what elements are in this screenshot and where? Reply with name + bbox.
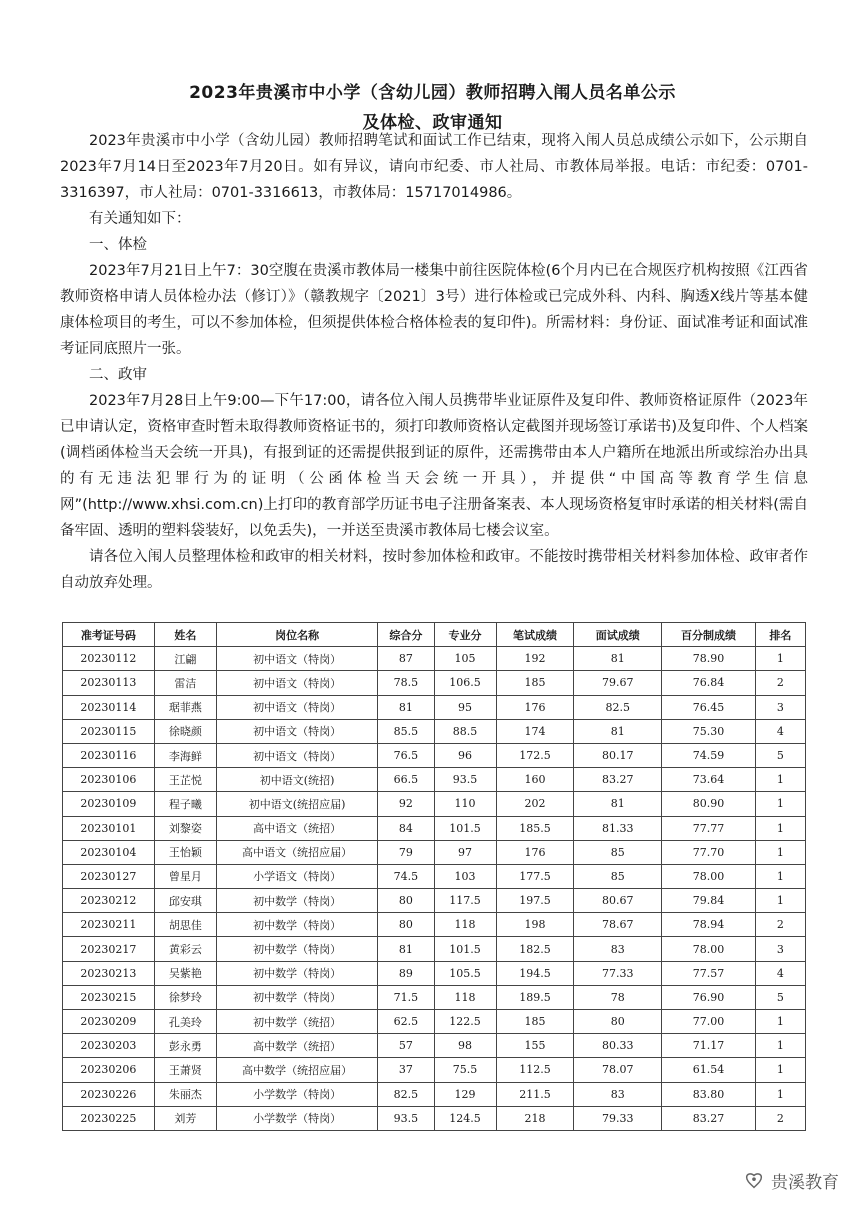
wechat-channel-icon [743,1170,765,1192]
table-cell: 初中语文（特岗） [216,671,377,695]
table-row [63,816,806,840]
table-row [63,647,806,671]
table-cell: 110 [434,792,496,816]
table-cell: 20230211 [63,913,155,937]
table-cell: 1 [755,889,805,913]
table-cell: 20230212 [63,889,155,913]
table-cell: 邱安琪 [154,889,216,913]
table-cell: 77.33 [574,961,662,985]
notice-paragraph: 有关通知如下： [89,211,191,227]
table-cell: 79.84 [662,889,756,913]
table-cell: 80.17 [574,743,662,767]
table-cell: 88.5 [434,719,496,743]
table-row [63,695,806,719]
table-cell: 185 [496,1010,574,1034]
table-cell: 高中语文（统招应届） [216,840,377,864]
table-cell: 112.5 [496,1058,574,1082]
table-cell: 62.5 [378,1010,434,1034]
results-table [62,622,806,1131]
table-cell: 80.33 [574,1034,662,1058]
table-cell: 101.5 [434,937,496,961]
table-header-row [63,623,806,647]
table-cell: 初中语文（特岗） [216,743,377,767]
table-cell: 1 [755,1010,805,1034]
column-header: 专业分 [434,623,496,647]
table-cell: 84 [378,816,434,840]
table-cell: 78.00 [662,864,756,888]
table-cell: 117.5 [434,889,496,913]
table-row [63,1106,806,1130]
table-cell: 118 [434,913,496,937]
table-cell: 197.5 [496,889,574,913]
table-row [63,1010,806,1034]
table-cell: 155 [496,1034,574,1058]
table-cell: 77.57 [662,961,756,985]
table-row [63,1034,806,1058]
table-cell: 小学语文（特岗） [216,864,377,888]
table-cell: 孔美玲 [154,1010,216,1034]
table-cell: 程子曦 [154,792,216,816]
table-cell: 93.5 [434,768,496,792]
table-cell: 20230115 [63,719,155,743]
table-cell: 37 [378,1058,434,1082]
notice-paragraph: 2023年7月21日上午7：30空腹在贵溪市教体局一楼集中前往医院体检(6个月内已在合规医疗机构按照《江西省教师资格申请人员体检办法（修订）》（赣教规字〔2021〕3号）进行体检或已完成外科、内科、胸透X线片等基本健康体检项目的考生，可以不参加体检，但须提供体检合格体检表的复印件)。所需材料：身份证、面试准考证和面试准考证同底照片一张。 [60,263,808,357]
table-cell: 83.27 [574,768,662,792]
table-cell: 79.33 [574,1106,662,1130]
table-cell: 218 [496,1106,574,1130]
table-cell: 78.94 [662,913,756,937]
table-cell: 初中语文（特岗） [216,647,377,671]
table-cell: 80 [378,889,434,913]
table-cell: 初中语文（特岗） [216,695,377,719]
table-cell: 97 [434,840,496,864]
notice-paragraph: 请各位入闱人员整理体检和政审的相关材料，按时参加体检和政审。不能按时携带相关材料参加体检、政审者作自动放弃处理。 [60,549,808,591]
table-cell: 王萧贤 [154,1058,216,1082]
table-cell: 朱丽杰 [154,1082,216,1106]
table-cell: 61.54 [662,1058,756,1082]
table-cell: 初中数学（特岗） [216,913,377,937]
table-cell: 徐晓颜 [154,719,216,743]
document-subtitle: 及体检、政审通知 [362,113,503,133]
table-cell: 76.84 [662,671,756,695]
table-cell: 刘芳 [154,1106,216,1130]
source-watermark [743,1168,839,1193]
column-header: 姓名 [154,623,216,647]
table-cell: 20230116 [63,743,155,767]
table-cell: 83 [574,1082,662,1106]
table-cell: 4 [755,961,805,985]
table-cell: 20230106 [63,768,155,792]
table-row [63,792,806,816]
table-cell: 83.27 [662,1106,756,1130]
table-cell: 1 [755,816,805,840]
table-cell: 2 [755,671,805,695]
table-cell: 1 [755,840,805,864]
table-cell: 78 [574,985,662,1009]
table-cell: 20230127 [63,864,155,888]
table-cell: 71.17 [662,1034,756,1058]
table-cell: 192 [496,647,574,671]
table-cell: 20230213 [63,961,155,985]
table-cell: 20230112 [63,647,155,671]
table-cell: 185.5 [496,816,574,840]
table-cell: 185 [496,671,574,695]
column-header: 面试成绩 [574,623,662,647]
document-title: 2023年贵溪市中小学（含幼儿园）教师招聘入闱人员名单公示 [189,83,676,103]
table-cell: 85 [574,840,662,864]
table-cell: 1 [755,1082,805,1106]
table-cell: 江翩 [154,647,216,671]
table-cell: 1 [755,1034,805,1058]
table-body [63,647,806,1131]
notice-paragraph: 2023年7月28日上午9:00—下午17:00，请各位入闱人员携带毕业证原件及复印件、教师资格证原件（2023年已申请认定，资格审查时暂未取得教师资格证书的，须打印教师资格认定截图并现场签订承诺书)及复印件、个人档案(调档函体检当天会统一开具)，有报到证的还需提供报到证的原件，还需携带由本人户籍所在地派出所或综治办出具的有无违法犯罪行为的证明（公函体检当天会统一开具），并提供“中国高等教育学生信息网”(http://www.xhsi.com.cn)上打印的教育部学历证书电子注册备案表、本人现场资格复审时承诺的相关材料(需自备牢固、透明的塑料袋装好，以免丢失)，一并送至贵溪市教体局七楼会议室。 [60,393,808,539]
table-cell: 王怡颖 [154,840,216,864]
table-cell: 78.00 [662,937,756,961]
watermark-text: 贵溪教育 [771,1173,839,1193]
table-cell: 66.5 [378,768,434,792]
table-cell: 吴紫艳 [154,961,216,985]
table-cell: 80 [378,913,434,937]
table-cell: 122.5 [434,1010,496,1034]
table-cell: 89 [378,961,434,985]
table-cell: 4 [755,719,805,743]
table-cell: 1 [755,768,805,792]
column-header: 准考证号码 [63,623,155,647]
table-cell: 80.90 [662,792,756,816]
table-cell: 71.5 [378,985,434,1009]
table-cell: 177.5 [496,864,574,888]
table-cell: 83.80 [662,1082,756,1106]
table-row [63,985,806,1009]
table-cell: 93.5 [378,1106,434,1130]
table-row [63,1082,806,1106]
table-cell: 81 [378,695,434,719]
table-cell: 高中数学（统招应届） [216,1058,377,1082]
table-cell: 2 [755,913,805,937]
table-cell: 106.5 [434,671,496,695]
column-header: 岗位名称 [216,623,377,647]
table-cell: 雷洁 [154,671,216,695]
column-header: 排名 [755,623,805,647]
table-cell: 76.5 [378,743,434,767]
table-cell: 黄彩云 [154,937,216,961]
table-row [63,840,806,864]
table-cell: 79 [378,840,434,864]
table-cell: 1 [755,792,805,816]
table-cell: 1 [755,864,805,888]
table-row [63,719,806,743]
table-cell: 76.90 [662,985,756,1009]
table-cell: 20230109 [63,792,155,816]
notice-paragraph: 二、政审 [89,367,147,383]
table-cell: 76.45 [662,695,756,719]
table-cell: 高中数学（统招） [216,1034,377,1058]
table-cell: 20230113 [63,671,155,695]
table-cell: 初中数学（特岗） [216,889,377,913]
table-cell: 124.5 [434,1106,496,1130]
table-cell: 105.5 [434,961,496,985]
table-cell: 20230209 [63,1010,155,1034]
notice-paragraph: 2023年贵溪市中小学（含幼儿园）教师招聘笔试和面试工作已结束，现将入闱人员总成绩公示如下，公示期自2023年7月14日至2023年7月20日。如有异议，请向市纪委、市人社局、市教体局举报。电话：市纪委：0701-3316397，市人社局：0701-3316613，市教体局：15717014986。 [60,133,808,201]
table-row [63,937,806,961]
table-cell: 160 [496,768,574,792]
table-row [63,671,806,695]
table-cell: 77.70 [662,840,756,864]
table-cell: 202 [496,792,574,816]
column-header: 综合分 [378,623,434,647]
table-cell: 172.5 [496,743,574,767]
table-cell: 182.5 [496,937,574,961]
table-cell: 129 [434,1082,496,1106]
table-cell: 176 [496,840,574,864]
table-cell: 96 [434,743,496,767]
notice-paragraph: 一、体检 [89,237,147,253]
table-cell: 初中语文(统招应届) [216,792,377,816]
table-cell: 初中数学（统招） [216,1010,377,1034]
table-cell: 曾星月 [154,864,216,888]
table-cell: 高中语文（统招） [216,816,377,840]
table-cell: 82.5 [378,1082,434,1106]
table-cell: 王芷悦 [154,768,216,792]
table-cell: 琚菲燕 [154,695,216,719]
table-cell: 20230104 [63,840,155,864]
table-cell: 初中数学（特岗） [216,985,377,1009]
table-cell: 211.5 [496,1082,574,1106]
table-cell: 79.67 [574,671,662,695]
table-cell: 81 [378,937,434,961]
table-cell: 80.67 [574,889,662,913]
table-row [63,743,806,767]
table-cell: 5 [755,743,805,767]
table-cell: 78.67 [574,913,662,937]
table-cell: 李海鲜 [154,743,216,767]
table-cell: 81.33 [574,816,662,840]
table-cell: 小学数学（特岗） [216,1082,377,1106]
table-cell: 103 [434,864,496,888]
table-cell: 胡思佳 [154,913,216,937]
table-cell: 74.5 [378,864,434,888]
table-cell: 20230217 [63,937,155,961]
table-cell: 176 [496,695,574,719]
table-cell: 194.5 [496,961,574,985]
table-cell: 78.90 [662,647,756,671]
table-cell: 77.00 [662,1010,756,1034]
table-cell: 75.5 [434,1058,496,1082]
table-cell: 189.5 [496,985,574,1009]
table-cell: 初中语文(统招) [216,768,377,792]
table-cell: 57 [378,1034,434,1058]
table-cell: 81 [574,719,662,743]
table-cell: 2 [755,1106,805,1130]
table-cell: 彭永勇 [154,1034,216,1058]
table-cell: 20230206 [63,1058,155,1082]
table-cell: 174 [496,719,574,743]
table-cell: 80 [574,1010,662,1034]
table-cell: 刘黎姿 [154,816,216,840]
table-cell: 20230101 [63,816,155,840]
table-cell: 20230215 [63,985,155,1009]
table-cell: 小学数学（特岗） [216,1106,377,1130]
table-cell: 75.30 [662,719,756,743]
table-row [63,768,806,792]
table-cell: 81 [574,647,662,671]
table-cell: 85 [574,864,662,888]
table-cell: 20230225 [63,1106,155,1130]
table-cell: 105 [434,647,496,671]
table-cell: 20230226 [63,1082,155,1106]
table-row [63,1058,806,1082]
table-cell: 74.59 [662,743,756,767]
table-cell: 徐梦玲 [154,985,216,1009]
table-row [63,889,806,913]
column-header: 百分制成绩 [662,623,756,647]
table-cell: 81 [574,792,662,816]
table-cell: 118 [434,985,496,1009]
table-row [63,913,806,937]
table-cell: 78.5 [378,671,434,695]
table-cell: 83 [574,937,662,961]
table-cell: 3 [755,937,805,961]
table-cell: 92 [378,792,434,816]
table-cell: 20230203 [63,1034,155,1058]
table-cell: 98 [434,1034,496,1058]
table-cell: 1 [755,1058,805,1082]
table-cell: 82.5 [574,695,662,719]
table-cell: 初中数学（特岗） [216,961,377,985]
table-cell: 101.5 [434,816,496,840]
table-cell: 85.5 [378,719,434,743]
table-row [63,961,806,985]
table-cell: 77.77 [662,816,756,840]
table-cell: 5 [755,985,805,1009]
table-cell: 87 [378,647,434,671]
column-header: 笔试成绩 [496,623,574,647]
table-cell: 95 [434,695,496,719]
table-cell: 1 [755,647,805,671]
notice-body [60,128,808,596]
table-cell: 初中语文（特岗） [216,719,377,743]
table-cell: 78.07 [574,1058,662,1082]
table-cell: 198 [496,913,574,937]
table-cell: 73.64 [662,768,756,792]
table-cell: 初中数学（特岗） [216,937,377,961]
table-cell: 3 [755,695,805,719]
table-row [63,864,806,888]
table-cell: 20230114 [63,695,155,719]
